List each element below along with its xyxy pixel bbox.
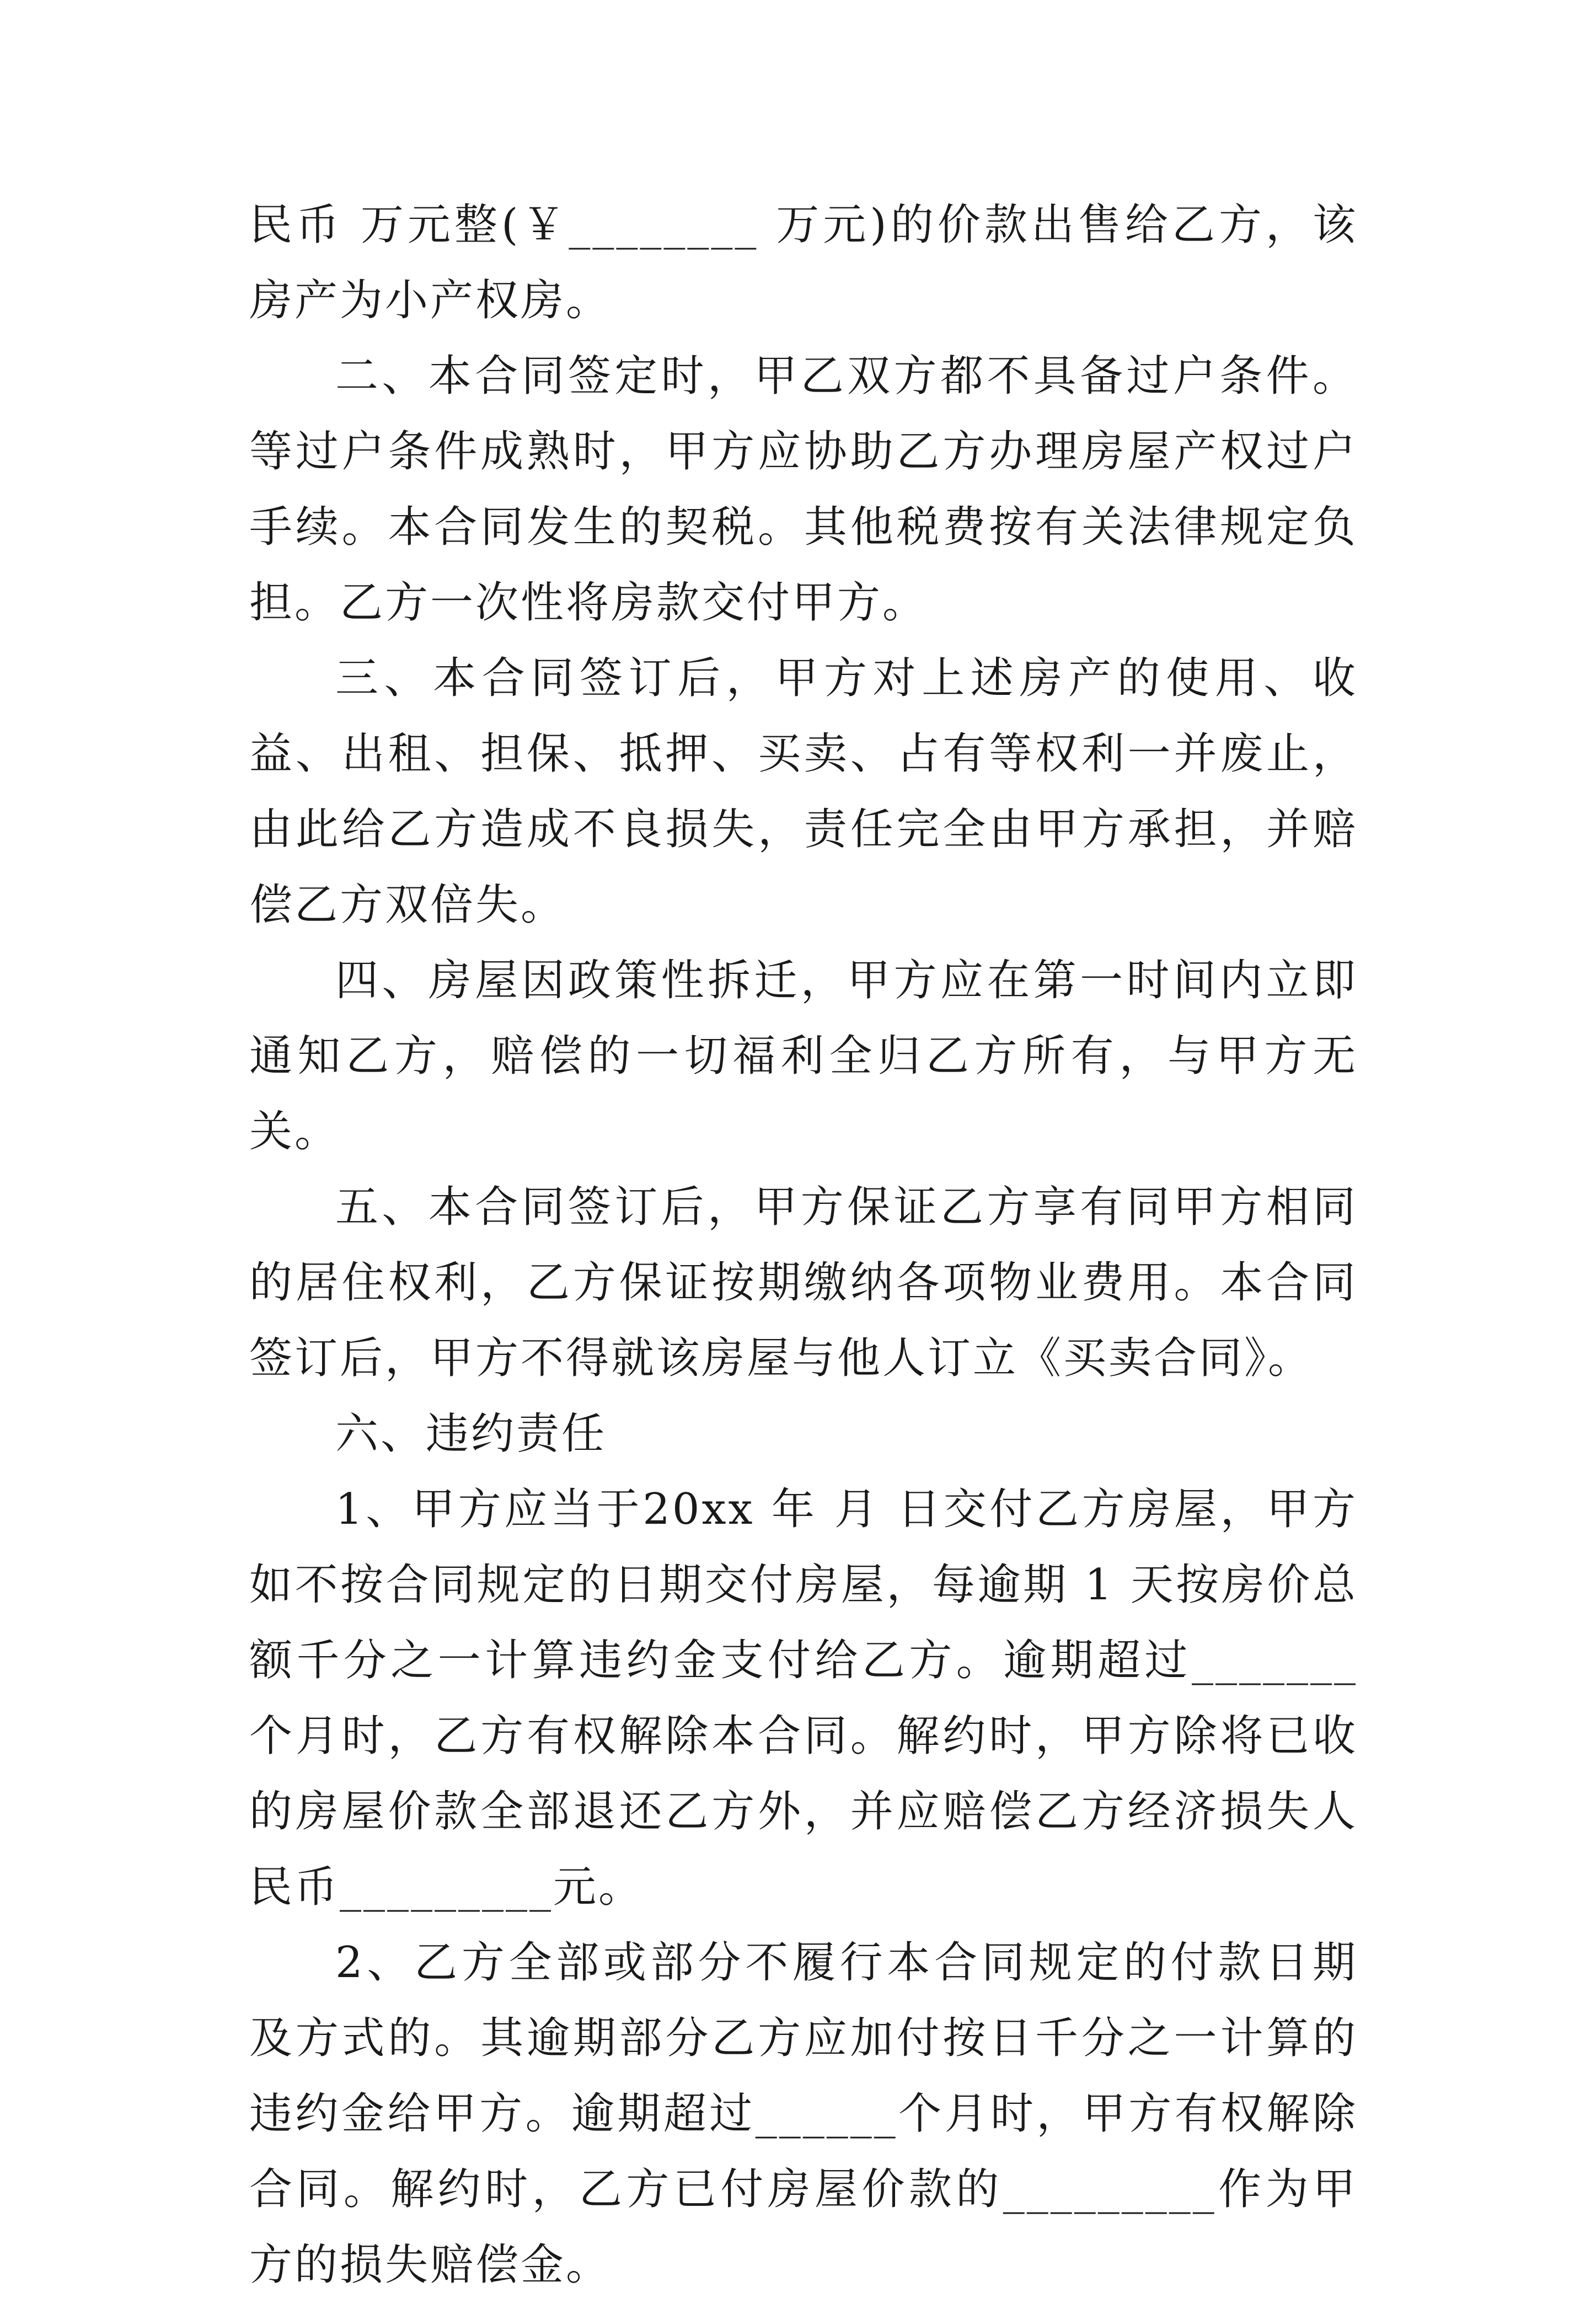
paragraph-breach-item-1: 1、甲方应当于20xx 年 月 日交付乙方房屋，甲方如不按合同规定的日期交付房屋，每逾期 1 天按房价总额千分之一计算违约金支付给乙方。逾期超过_______个月时，乙方有权解除本合同。解约时，甲方除将已收的房屋价款全部退还乙方外，并应赔偿乙方经济损失人民币_________元。 (249, 1485, 1358, 1912)
paragraph-clause-5: 五、本合同签订后，甲方保证乙方享有同甲方相同的居住权利，乙方保证按期缴纳各项物业费用。本合同签订后，甲方不得就该房屋与他人订立《买卖合同》。 (249, 1182, 1358, 1383)
paragraph-breach-item-2: 2、乙方全部或部分不履行本合同规定的付款日期及方式的。其逾期部分乙方应加付按日千分之一计算的违约金给甲方。逾期超过______个月时，甲方有权解除合同。解约时，乙方已付房屋价款的_________作为甲方的损失赔偿金。 (249, 1938, 1358, 2290)
section-heading-breach-liability: 六、违约责任 (335, 1409, 607, 1459)
paragraph-clause-3: 三、本合同签订后，甲方对上述房产的使用、收益、出租、担保、抵押、买卖、占有等权利一并废止，由此给乙方造成不良损失，责任完全由甲方承担，并赔偿乙方双倍失。 (249, 654, 1358, 930)
paragraph-clause-2: 二、本合同签定时，甲乙双方都不具备过户条件。等过户条件成熟时，甲方应协助乙方办理房屋产权过户手续。本合同发生的契税。其他税费按有关法律规定负担。乙方一次性将房款交付甲方。 (249, 351, 1358, 628)
paragraph-price-continuation: 民币 万元整(￥________ 万元)的价款出售给乙方，该房产为小产权房。 (249, 200, 1358, 325)
paragraph-clause-4: 四、房屋因政策性拆迁，甲方应在第一时间内立即通知乙方，赔偿的一切福利全归乙方所有，与甲方无关。 (249, 956, 1358, 1156)
document-body (249, 188, 1358, 2303)
